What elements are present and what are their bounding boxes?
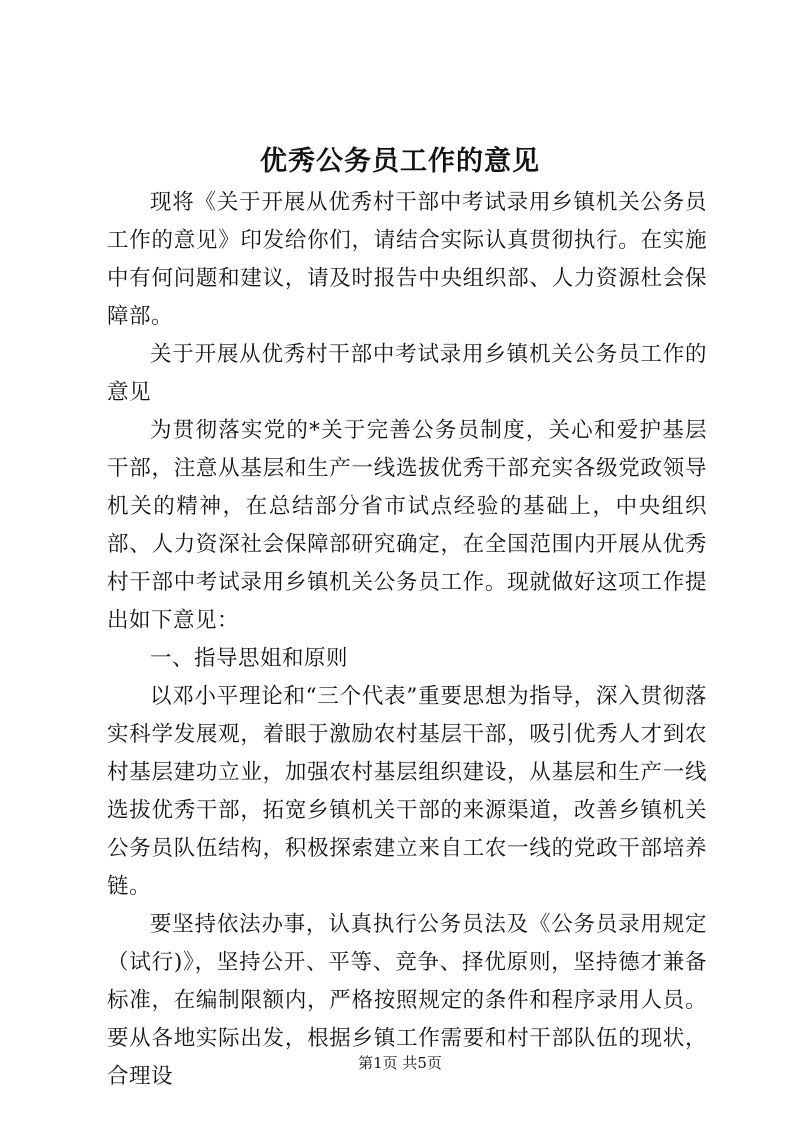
paragraph-guiding-theory: 以邓小平理论和“三个代表”重要思想为指导，深入贯彻落实科学发展观，着眼于激励农村基层干部，吸引优秀人才到农村基层建功立业，加强农村基层组织建设，从基层和生产一线选拔优秀干部，拓宽乡镇机关干部的来源渠道，改善乡镇机关公务员队伍结构，积极探索建立来自工农一线的党政干部培养链。 bbox=[107, 684, 707, 899]
document-title: 优秀公务员工作的意见 bbox=[260, 146, 540, 177]
paragraph-principles: 要坚持依法办事，认真执行公务员法及《公务员录用规定（试行)》，坚持公开、平等、竞争、择优原则，坚持德才兼备标准，在编制限额内，严格按照规定的条件和程序录用人员。要从各地实际出发，根据乡镇工作需要和村干部队伍的现状，合理设 bbox=[107, 912, 707, 1089]
paragraph-purpose: 为贯彻落实党的*关于完善公务员制度，关心和爱护基层干部，注意从基层和生产一线选拔优秀干部充实各级党政领导机关的精神，在总结部分省市试点经验的基础上，中央组织部、人力资深社会保障部研究确定，在全国范围内开展从优秀村干部中考试录用乡镇机关公务员工作。现就做好这项工作提出如下意见： bbox=[107, 418, 707, 633]
section-heading-1: 一、指导思姐和原则 bbox=[150, 646, 349, 671]
page-footer: 第1页 共5页 bbox=[358, 1054, 442, 1072]
document-body bbox=[107, 184, 707, 1096]
paragraph-intro: 现将《关于开展从优秀村干部中考试录用乡镇机关公务员工作的意见》印发给你们，请结合实际认真贯彻执行。在实施中有何问题和建议，请及时报告中央组织部、人力资源杜会保障部。 bbox=[107, 190, 707, 329]
paragraph-subtitle: 关于开展从优秀村干部中考试录用乡镇机关公务员工作的意见 bbox=[107, 342, 707, 405]
